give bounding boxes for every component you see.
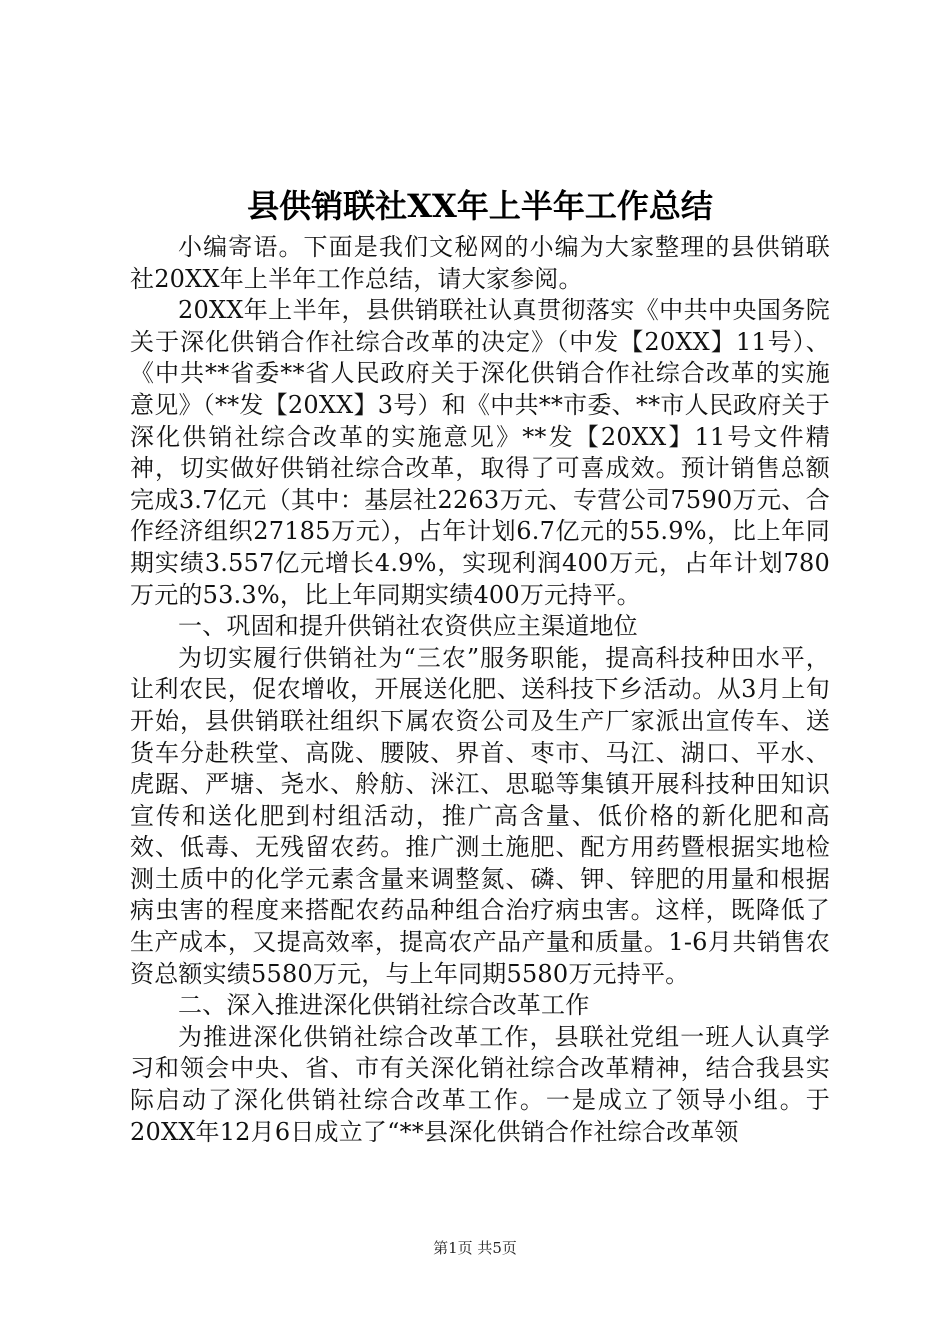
- paragraph-intro: 小编寄语。下面是我们文秘网的小编为大家整理的县供销联社20XX年上半年工作总结，请大家参阅。: [130, 233, 830, 293]
- paragraph-overview: 20XX年上半年，县供销联社认真贯彻落实《中共中央国务院关于深化供销合作社综合改革的决定》（中发【20XX】11号）、《中共**省委**省人民政府关于深化供销合作社综合改革的实施意见》（**发【20XX】3号）和《中共**市委、**市人民政府关于深化供销社综合改革的实施意见》**发【20XX】11号文件精神，切实做好供销社综合改革，取得了可喜成效。预计销售总额完成3.7亿元（其中：基层社2263万元、专营公司7590万元、合作经济组织27185万元），占年计划6.7亿元的55.9%，比上年同期实绩3.557亿元增长4.9%，实现利润400万元，占年计划780万元的53.3%，比上年同期实绩400万元持平。: [130, 296, 830, 609]
- document-body: [130, 232, 830, 1148]
- paragraph-section-1: 为切实履行供销社为“三农”服务职能，提高科技种田水平，让利农民，促农增收，开展送化肥、送科技下乡活动。从3月上旬开始，县供销联社组织下属农资公司及生产厂家派出宣传车、送货车分赴秩堂、高陇、腰陂、界首、枣市、马江、湖口、平水、虎踞、严塘、尧水、舲舫、洣江、思聪等集镇开展科技种田知识宣传和送化肥到村组活动，推广高含量、低价格的新化肥和高效、低毒、无残留农药。推广测土施肥、配方用药暨根据实地检测土质中的化学元素含量来调整氮、磷、钾、锌肥的用量和根据病虫害的程度来搭配农药品种组合治疗病虫害。这样，既降低了生产成本，又提高效率，提高农产品产量和质量。1-6月共销售农资总额实绩5580万元，与上年同期5580万元持平。: [130, 643, 830, 988]
- section-heading-1: 一、巩固和提升供销社农资供应主渠道地位: [178, 612, 638, 641]
- document-title: 县供销联社XX年上半年工作总结: [247, 187, 713, 225]
- section-heading-2: 二、深入推进深化供销社综合改革工作: [178, 991, 590, 1020]
- paragraph-section-2: 为推进深化供销社综合改革工作，县联社党组一班人认真学习和领会中央、省、市有关深化销社综合改革精神，结合我县实际启动了深化供销社综合改革工作。一是成立了领导小组。于20XX年12月6日成立了“**县深化供销合作社综合改革领: [130, 1022, 830, 1146]
- page-footer: 第1页 共5页: [433, 1239, 517, 1257]
